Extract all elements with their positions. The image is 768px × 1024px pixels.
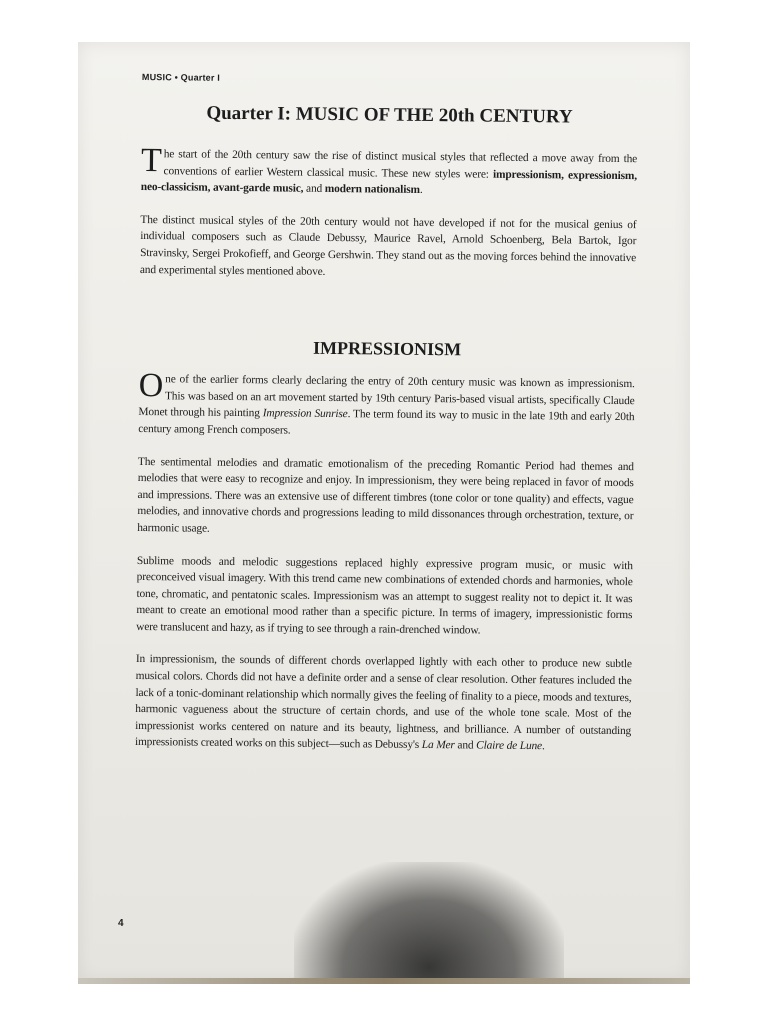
intro-paragraph-1 bbox=[140, 141, 638, 201]
work-claire-de-lune: Claire de Lune bbox=[476, 739, 543, 753]
book-page bbox=[78, 42, 690, 982]
intro-paragraph-2: The distinct musical styles of the 20th century would not have developed if not for the musical genius of individual composers such as Claude Debussy, Maurice Ravel, Arnold Schoenberg, Bela Bartok, Igor Stravinsky, Sergei Prokofieff, and George Gershwin. They stand out as the moving forces behind the innovative and experimental styles mentioned above. bbox=[139, 213, 637, 278]
impressionism-paragraph-3: Sublime moods and melodic suggestions replaced highly expressive program music, or music with preconceived visual imagery. With this trend came new combinations of extended chords and harmonies, whole tone, chromatic, and pentatonic scales. Impressionism was an attempt to suggest reality not to depict it. It was meant to create an emotional mood rather than a specific picture. In terms of imagery, impressionistic forms were translucent and hazy, as if trying to see through a rain-drenched window. bbox=[136, 554, 633, 637]
impressionism-p4-and: and bbox=[454, 739, 477, 752]
page-content bbox=[135, 72, 638, 772]
intro-p1-end: . bbox=[419, 184, 423, 197]
intro-p1-styles: impressionism, expressionism, neo-classicism, avant-garde music, bbox=[140, 168, 638, 195]
dropcap-t: T bbox=[140, 141, 162, 180]
photo-shadow bbox=[294, 862, 564, 982]
intro-p1-text: he start of the 20th century saw the rise of distinct musical styles that reflected a move away from the conventions of earlier Western classical music. These new styles were: bbox=[163, 148, 638, 181]
impressionism-p1-after: . The term found its way to music in the late 19th and early 20th century among French composers. bbox=[138, 408, 635, 437]
page-title: Quarter I: MUSIC OF THE 20th CENTURY bbox=[206, 102, 573, 128]
impressionism-p1-text: ne of the earlier forms clearly declaring the entry of 20th century music was known as impressionism. This was based on an art movement started by 19th century Paris-based visual artists, specifically Claude Monet through his painting bbox=[138, 373, 635, 420]
impressionism-paragraph-1 bbox=[138, 367, 635, 443]
running-head: MUSIC • Quarter I bbox=[141, 72, 221, 83]
intro-p1-and: and bbox=[303, 182, 325, 196]
intro-p1-last-style: modern nationalism bbox=[324, 183, 420, 197]
impressionism-paragraph-2: The sentimental melodies and dramatic emotionalism of the preceding Romantic Period had themes and melodies that were easy to recognize and enjoy. In impressionism, they were being replaced in favor of moods and impressions. There was an extensive use of different timbres (tone color or tone quality) and effects, vague melodies, and innovative chords and progressions leading to mild dissonances through orchestration, texture, or harmonic usage. bbox=[137, 455, 634, 535]
page-number: 4 bbox=[118, 918, 124, 929]
painting-title: Impression Sunrise bbox=[262, 407, 348, 421]
page-bottom-edge bbox=[78, 978, 690, 984]
dropcap-o: O bbox=[138, 367, 164, 405]
impressionism-p4-text: In impressionism, the sounds of different chords overlapped lightly with each other to produce new subtle musical colors. Chords did not have a definite order and a sense of clear resolution. Other features included the lack of a tonic-dominant relationship which normally gives the feeling of finality to a piece, moods and textures, harmonic vagueness about the structure of certain chords, and use of the whole tone scale. Most of the impressionist works centered on nature and its beauty, lightness, and brilliance. A number of outstanding impressionists created works on this subject—such as Debussy's bbox=[134, 653, 632, 752]
impressionism-p4-end: . bbox=[541, 740, 545, 753]
work-la-mer: La Mer bbox=[421, 739, 455, 752]
impressionism-paragraph-4 bbox=[135, 651, 632, 756]
section-heading-impressionism: IMPRESSIONISM bbox=[312, 337, 462, 360]
